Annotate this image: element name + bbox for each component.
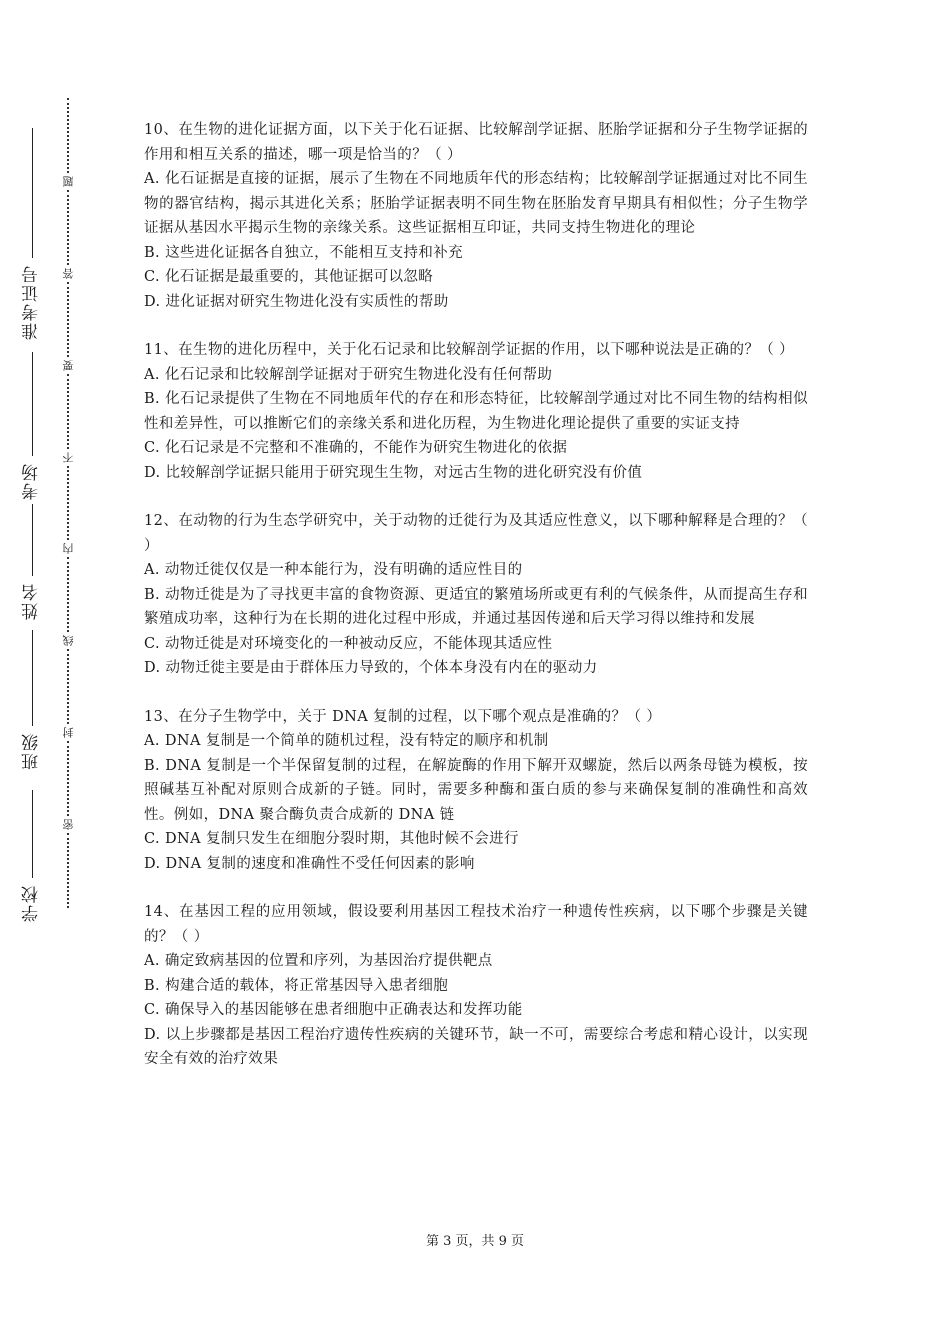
seal-char: 不 [61, 451, 75, 463]
option-c[interactable]: C. 动物迁徙是对环境变化的一种被动反应，不能体现其适应性 [144, 635, 553, 652]
question-stem: 11、在生物的进化历程中，关于化石记录和比较解剖学证据的作用，以下哪种说法是正确的？（ ） [144, 342, 795, 358]
option-d[interactable]: D. 动物迁徙主要是由于群体压力导致的，个体本身没有内在的驱动力 [144, 660, 598, 676]
option-a[interactable]: A. DNA 复制是一个简单的随机过程，没有特定的顺序和机制 [144, 733, 549, 749]
class-line [32, 630, 33, 726]
option-b[interactable]: B. 化石记录提供了生物在不同地质年代的存在和形态特征，比较解剖学通过对比不同生物的结构相似性和差异性，可以推断它们的亲缘关系和进化历程，为生物进化理论提供了重要的实证支持 [144, 391, 808, 432]
name-label: 姓名 [21, 582, 42, 620]
class-field[interactable] [14, 630, 50, 770]
option-a[interactable]: A. 化石记录和比较解剖学证据对于研究生物进化没有任何帮助 [144, 366, 553, 383]
option-d[interactable]: D. 比较解剖学证据只能用于研究现生生物，对远古生物的进化研究没有价值 [144, 464, 643, 481]
exam-room-line [32, 352, 33, 456]
option-d[interactable]: D. 以上步骤都是基因工程治疗遗传性疾病的关键环节，缺一不可，需要综合考虑和精心设计，以实现安全有效的治疗效果 [144, 1026, 808, 1067]
seal-segment [67, 98, 69, 173]
seal-segment [67, 282, 69, 357]
option-a[interactable]: A. 动物迁徙仅仅是一种本能行为，没有明确的适应性目的 [144, 562, 523, 578]
option-a[interactable]: A. 确定致病基因的位置和序列，为基因治疗提供靶点 [144, 953, 493, 969]
option-b[interactable]: B. DNA 复制是一个半保留复制的过程，在解旋酶的作用下解开双螺旋，然后以两条母链为模板，按照碱基互补配对原则合成新的子链。同时，需要多种酶和蛋白质的参与来确保复制的准确性和高效性。例如，DNA 聚合酶负责合成新的 DNA 链 [144, 757, 808, 823]
name-line [32, 504, 33, 576]
binding-margin [0, 0, 110, 1344]
question-stem: 10、在生物的进化证据方面，以下关于化石证据、比较解剖学证据、胚胎学证据和分子生物学证据的作用和相互关系的描述，哪一项是恰当的？（ ） [144, 122, 808, 163]
option-c[interactable]: C. 化石证据是最重要的，其他证据可以忽略 [144, 269, 434, 285]
option-a[interactable]: A. 化石证据是直接的证据，展示了生物在不同地质年代的形态结构；比较解剖学证据通过对比不同生物的器官结构，揭示其进化关系；胚胎学证据表明不同生物在胚胎发育早期具有相似性；分子生物学证据从基因水平揭示生物的亲缘关系。这些证据相互印证，共同支持生物进化的理论 [144, 171, 808, 236]
seal-segment [67, 557, 69, 632]
question-list [144, 118, 808, 1096]
exam-room-field[interactable] [14, 352, 50, 500]
school-label: 学校 [21, 884, 42, 922]
option-b[interactable]: B. 构建合适的载体，将正常基因导入患者细胞 [144, 977, 449, 994]
question-stem: 14、在基因工程的应用领域，假设要利用基因工程技术治疗一种遗传性疾病，以下哪个步骤是关键的？（ ） [144, 904, 808, 945]
seal-char: 内 [61, 543, 75, 555]
seal-segment [67, 466, 69, 541]
question-12 [144, 509, 808, 681]
option-d[interactable]: D. 进化证据对研究生物进化没有实质性的帮助 [144, 293, 449, 310]
option-b[interactable]: B. 动物迁徙是为了寻找更丰富的食物资源、更适宜的繁殖场所或更有利的气候条件，从而提高生存和繁殖成功率，这种行为在长期的进化过程中形成，并通过基因传递和后天学习得以维持和发展 [144, 586, 808, 627]
admission-number-line [32, 128, 33, 258]
admission-number-field[interactable] [14, 128, 50, 340]
seal-segment [67, 649, 69, 724]
option-d[interactable]: D. DNA 复制的速度和准确性不受任何因素的影响 [144, 855, 475, 872]
student-info-fields [0, 0, 60, 1344]
question-stem: 13、在分子生物学中，关于 DNA 复制的过程，以下哪个观点是准确的？（ ） [144, 708, 662, 725]
school-field[interactable] [14, 790, 50, 922]
name-field[interactable] [14, 504, 50, 620]
seal-char: 密 [61, 819, 75, 831]
question-14 [144, 900, 808, 1072]
question-10 [144, 118, 808, 314]
seal-char: 线 [61, 635, 75, 647]
seal-char: 要 [61, 359, 75, 371]
page-number: 第 3 页，共 9 页 [425, 1234, 525, 1249]
option-c[interactable]: C. DNA 复制只发生在细胞分裂时期，其他时候不会进行 [144, 831, 519, 847]
question-13 [144, 705, 808, 877]
page-footer [0, 1230, 950, 1249]
exam-room-label: 考场 [21, 462, 42, 500]
seal-segment [67, 190, 69, 265]
seal-segment [67, 741, 69, 816]
option-b[interactable]: B. 这些进化证据各自独立，不能相互支持和补充 [144, 244, 464, 261]
option-c[interactable]: C. 化石记录是不完整和不准确的，不能作为研究生物进化的依据 [144, 440, 568, 456]
seal-char: 题 [61, 175, 75, 187]
seal-segment [67, 374, 69, 449]
class-label: 班级 [21, 732, 42, 770]
option-c[interactable]: C. 确保导入的基因能够在患者细胞中正确表达和发挥功能 [144, 1002, 523, 1018]
seal-line [60, 98, 76, 908]
admission-number-label: 准考证号 [21, 264, 42, 340]
seal-char: 封 [61, 727, 75, 739]
seal-segment [67, 833, 69, 908]
seal-char: 答 [61, 267, 75, 279]
school-line [32, 790, 33, 878]
question-11 [144, 338, 808, 485]
question-stem: 12、在动物的行为生态学研究中，关于动物的迁徙行为及其适应性意义，以下哪种解释是合理的？（ ） [144, 513, 808, 554]
